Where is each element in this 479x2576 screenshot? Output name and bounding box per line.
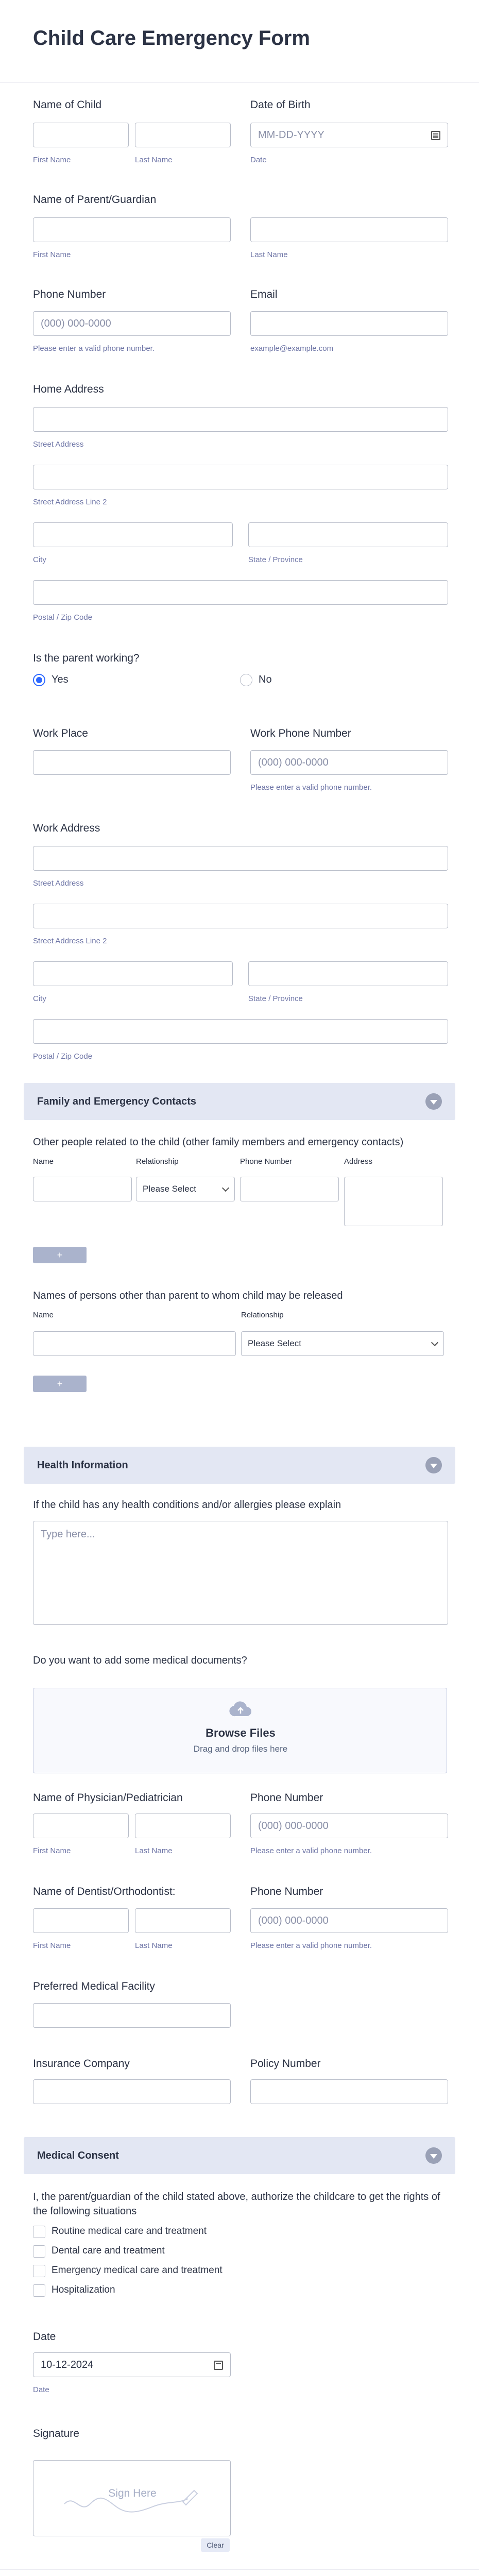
release-question: Names of persons other than parent to whom child may be released [33,1290,343,1301]
calendar-icon[interactable] [214,2361,223,2370]
family-section-title: Family and Emergency Contacts [37,1095,196,1107]
dentist-phone-placeholder: (000) 000-0000 [258,1914,329,1926]
insurance-company-input[interactable] [33,2079,231,2104]
signature-label: Signature [33,2428,79,2439]
health-placeholder: Type here... [41,1529,95,1540]
working-yes-label[interactable]: Yes [52,674,69,685]
family-select-value: Please Select [143,1184,196,1194]
signature-scribble-icon [59,2483,209,2519]
physician-phone-label: Phone Number [250,1792,323,1804]
health-section-header[interactable] [24,1447,455,1484]
footer-divider [0,2569,479,2570]
health-collapse-icon[interactable] [425,1457,442,1473]
parent-name-label: Name of Parent/Guardian [33,194,157,206]
consent-option-emergency[interactable]: Emergency medical care and treatment [52,2265,223,2276]
physician-first-input[interactable] [33,1814,129,1838]
browse-files-label[interactable]: Browse Files [206,1726,276,1739]
child-last-name-input[interactable] [135,123,231,147]
working-yes-radio[interactable] [33,674,45,686]
work-city-input[interactable] [33,961,233,986]
phone-placeholder: (000) 000-0000 [41,317,111,329]
dentist-first-sublabel: First Name [33,1941,71,1950]
physician-first-sublabel: First Name [33,1846,71,1855]
home-postal-input[interactable] [33,580,448,605]
consent-collapse-icon[interactable] [425,2147,442,2164]
release-add-row-button[interactable] [33,1376,87,1392]
date-label: Date [33,2331,56,2343]
dentist-last-input[interactable] [135,1908,231,1933]
consent-section-header[interactable] [24,2137,455,2174]
dentist-label: Name of Dentist/Orthodontist: [33,1886,176,1897]
work-street2-input[interactable] [33,904,448,928]
phone-label: Phone Number [33,289,106,300]
work-postal-input[interactable] [33,1019,448,1044]
signature-placeholder: Sign Here [108,2487,157,2499]
title-divider [0,82,479,83]
clear-label: Clear [207,2541,224,2549]
home-street2-sublabel: Street Address Line 2 [33,498,107,506]
consent-checkbox-dental[interactable] [33,2245,45,2258]
child-name-label: Name of Child [33,99,102,111]
working-question: Is the parent working? [33,652,140,664]
family-question: Other people related to the child (other family members and emergency contacts) [33,1137,404,1148]
release-relationship-select[interactable] [241,1331,444,1356]
dentist-phone-label: Phone Number [250,1886,323,1897]
work-phone-sublabel: Please enter a valid phone number. [250,783,372,792]
child-last-sublabel: Last Name [135,156,173,164]
work-place-input[interactable] [33,750,231,775]
dob-placeholder: MM-DD-YYYY [258,129,324,141]
date-value: 10-12-2024 [41,2359,94,2370]
phone-input[interactable] [33,311,231,336]
consent-option-routine[interactable]: Routine medical care and treatment [52,2226,207,2236]
physician-phone-placeholder: (000) 000-0000 [258,1820,329,1832]
calendar-icon[interactable] [431,131,440,140]
working-no-label[interactable]: No [259,674,272,685]
date-sublabel: Date [33,2385,49,2394]
family-add-row-button[interactable] [33,1247,87,1263]
date-input[interactable] [33,2352,231,2377]
policy-number-label: Policy Number [250,2058,321,2070]
file-upload-area[interactable] [33,1688,447,1773]
family-section-header[interactable] [24,1083,455,1120]
physician-phone-input[interactable] [250,1814,448,1838]
work-phone-label: Work Phone Number [250,727,351,739]
email-label: Email [250,289,278,300]
release-col-name: Name [33,1311,54,1319]
docs-question: Do you want to add some medical documents? [33,1655,247,1666]
home-street2-input[interactable] [33,465,448,489]
family-name-input[interactable] [33,1177,132,1201]
health-textarea[interactable] [33,1521,448,1625]
work-postal-sublabel: Postal / Zip Code [33,1052,93,1061]
form-title: Child Care Emergency Form [33,27,310,49]
work-street-input[interactable] [33,846,448,871]
email-sublabel: example@example.com [250,344,334,353]
consent-checkbox-emergency[interactable] [33,2265,45,2277]
child-first-name-input[interactable] [33,123,129,147]
working-no-radio[interactable] [240,674,252,686]
phone-sublabel: Please enter a valid phone number. [33,344,155,353]
work-phone-placeholder: (000) 000-0000 [258,756,329,768]
dentist-last-sublabel: Last Name [135,1941,173,1950]
home-street-input[interactable] [33,407,448,432]
work-city-sublabel: City [33,994,46,1003]
physician-last-sublabel: Last Name [135,1846,173,1855]
home-state-sublabel: State / Province [248,555,303,564]
insurance-company-label: Insurance Company [33,2058,130,2070]
work-street2-sublabel: Street Address Line 2 [33,937,107,945]
home-street-sublabel: Street Address [33,440,84,449]
consent-checkbox-hospitalization[interactable] [33,2284,45,2297]
chevron-down-icon [222,1184,229,1191]
family-col-relationship: Relationship [136,1157,179,1166]
dentist-phone-input[interactable] [250,1908,448,1933]
family-phone-input[interactable] [240,1177,339,1201]
dob-sublabel: Date [250,156,267,164]
health-section-title: Health Information [37,1459,128,1471]
release-name-input[interactable] [33,1331,236,1356]
consent-text: I, the parent/guardian of the child stated above, authorize the childcare to get the rights of the following situations [33,2191,440,2217]
family-col-phone: Phone Number [240,1157,292,1166]
consent-checkbox-routine[interactable] [33,2226,45,2238]
family-address-textarea[interactable] [344,1177,443,1226]
email-input[interactable] [250,311,448,336]
home-city-input[interactable] [33,522,233,547]
release-add-label: + [57,1378,63,1389]
parent-last-name-input[interactable] [250,217,448,242]
work-address-label: Work Address [33,822,100,834]
facility-label: Preferred Medical Facility [33,1980,155,1992]
parent-first-sublabel: First Name [33,250,71,259]
home-state-input[interactable] [248,522,448,547]
family-relationship-select[interactable] [136,1177,235,1201]
dentist-phone-sublabel: Please enter a valid phone number. [250,1941,372,1950]
physician-label: Name of Physician/Pediatrician [33,1792,183,1804]
facility-input[interactable] [33,2003,231,2028]
work-phone-input[interactable] [250,750,448,775]
health-question: If the child has any health conditions and/or allergies please explain [33,1499,341,1511]
home-address-label: Home Address [33,383,104,395]
home-postal-sublabel: Postal / Zip Code [33,613,93,622]
work-state-sublabel: State / Province [248,994,303,1003]
policy-number-input[interactable] [250,2079,448,2104]
drag-drop-label: Drag and drop files here [193,1744,288,1754]
signature-clear-button[interactable] [201,2538,230,2552]
family-col-address: Address [344,1157,373,1166]
consent-option-hospitalization[interactable]: Hospitalization [52,2284,115,2295]
work-place-label: Work Place [33,727,88,739]
home-city-sublabel: City [33,555,46,564]
dob-input[interactable] [250,123,448,147]
physician-phone-sublabel: Please enter a valid phone number. [250,1846,372,1855]
child-first-sublabel: First Name [33,156,71,164]
release-select-value: Please Select [248,1338,301,1348]
consent-option-dental[interactable]: Dental care and treatment [52,2245,165,2256]
parent-last-sublabel: Last Name [250,250,288,259]
work-state-input[interactable] [248,961,448,986]
dob-label: Date of Birth [250,99,311,111]
release-col-relationship: Relationship [241,1311,284,1319]
parent-first-name-input[interactable] [33,217,231,242]
family-col-name: Name [33,1157,54,1166]
consent-section-title: Medical Consent [37,2149,119,2161]
dentist-first-input[interactable] [33,1908,129,1933]
cloud-upload-icon [229,1700,252,1717]
chevron-down-icon [431,1338,438,1346]
signature-pad[interactable] [33,2460,231,2536]
physician-last-input[interactable] [135,1814,231,1838]
work-street-sublabel: Street Address [33,879,84,888]
family-collapse-icon[interactable] [425,1093,442,1110]
family-add-label: + [57,1249,63,1260]
